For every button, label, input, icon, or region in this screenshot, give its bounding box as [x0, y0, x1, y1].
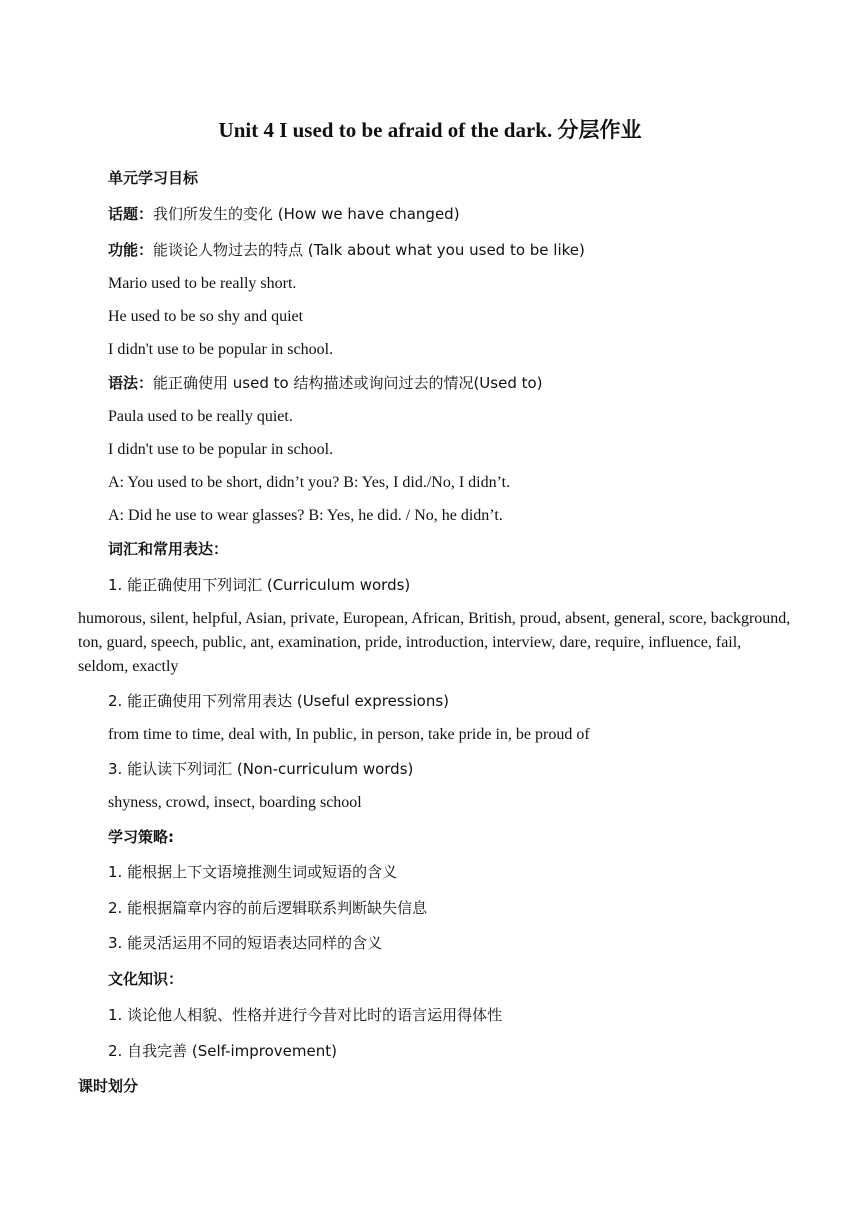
function-example: He used to be so shy and quiet — [108, 308, 304, 325]
vocab-item-1: 1. 能正确使用下列词汇 (Curriculum words) — [108, 576, 411, 594]
grammar-example: Paula used to be really quiet. — [108, 408, 293, 425]
strategy-item: 3. 能灵活运用不同的短语表达同样的含义 — [108, 934, 383, 952]
topic-text: 我们所发生的变化 (How we have changed) — [153, 205, 460, 223]
vocab-heading: 词汇和常用表达： — [108, 540, 229, 558]
strategy-item: 1. 能根据上下文语境推测生词或短语的含义 — [108, 863, 398, 881]
document-title: Unit 4 I used to be afraid of the dark. 分层作业 — [218, 118, 642, 142]
grammar-line — [108, 373, 543, 394]
curriculum-words: humorous, silent, helpful, Asian, private, European, African, British, proud, absent, general, score, background, ton, guard, speech, public, ant, examination, pride, introduction, interview, dare, require, influence, fail, seldom, exactly — [78, 610, 791, 675]
goals-heading: 单元学习目标 — [108, 169, 199, 187]
function-line — [108, 240, 585, 261]
culture-item: 2. 自我完善 (Self-improvement) — [108, 1042, 337, 1060]
vocab-item-2: 2. 能正确使用下列常用表达 (Useful expressions) — [108, 692, 450, 710]
strategy-heading: 学习策略: — [108, 828, 174, 846]
useful-expressions: from time to time, deal with, In public, in person, take pride in, be proud of — [108, 726, 590, 743]
culture-item: 1. 谈论他人相貌、性格并进行今昔对比时的语言运用得体性 — [108, 1006, 503, 1024]
function-example: Mario used to be really short. — [108, 275, 297, 292]
strategy-item: 2. 能根据篇章内容的前后逻辑联系判断缺失信息 — [108, 899, 428, 917]
culture-heading: 文化知识： — [108, 970, 184, 988]
grammar-example: I didn't use to be popular in school. — [108, 441, 334, 458]
function-example: I didn't use to be popular in school. — [108, 341, 334, 358]
grammar-example: A: You used to be short, didn’t you? B: Yes, I did./No, I didn’t. — [108, 474, 511, 491]
grammar-text: 能正确使用 used to 结构描述或询问过去的情况(Used to) — [153, 374, 543, 392]
grammar-label: 语法： — [108, 374, 154, 392]
function-label: 功能： — [108, 241, 154, 259]
topic-label: 话题： — [108, 205, 154, 223]
topic-line — [108, 204, 460, 225]
schedule-heading: 课时划分 — [78, 1077, 139, 1095]
grammar-example: A: Did he use to wear glasses? B: Yes, he did. / No, he didn’t. — [108, 507, 503, 524]
non-curriculum-words: shyness, crowd, insect, boarding school — [108, 794, 362, 811]
vocab-item-3: 3. 能认读下列词汇 (Non-curriculum words) — [108, 760, 414, 778]
function-text: 能谈论人物过去的特点 (Talk about what you used to be like) — [153, 241, 585, 259]
